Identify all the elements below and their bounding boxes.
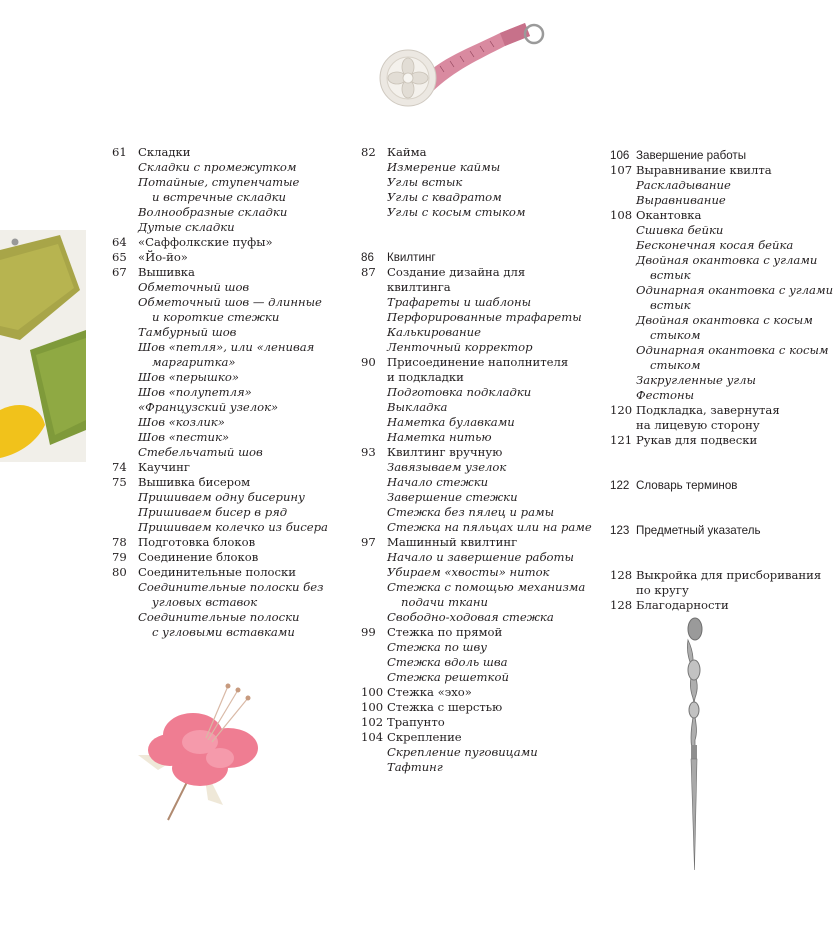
- toc-entry: [112, 430, 322, 445]
- toc-entry-title: Присоединение наполнителя: [387, 355, 569, 369]
- toc-entry-title: Раскладывание: [636, 178, 731, 192]
- toc-page-number: 79: [112, 550, 127, 564]
- toc-entry-title: стыком: [650, 328, 701, 342]
- toc-entry-title: Трафареты и шаблоны: [387, 295, 532, 309]
- toc-entry-title: стыком: [650, 358, 701, 372]
- toc-page-number: 93: [361, 445, 376, 459]
- toc-entry-title: Завершение работы: [636, 149, 747, 162]
- toc-entry-title: Подготовка блоков: [138, 535, 256, 549]
- toc-entry-title: Углы с квадратом: [387, 190, 502, 204]
- toc-entry: [112, 265, 322, 280]
- toc-page-number: 86: [361, 251, 374, 264]
- toc-entry-title: «Саффолкские пуфы»: [138, 235, 273, 249]
- toc-entry: [112, 505, 322, 520]
- toc-page-number: 128: [610, 598, 633, 612]
- toc-entry-title: Двойная окантовка с косым: [636, 313, 813, 327]
- toc-entry-title: Стебельчатый шов: [138, 445, 263, 459]
- toc-entry-title: Шов «пестик»: [138, 430, 230, 444]
- toc-entry-title: и подкладки: [387, 370, 464, 384]
- toc-entry-title: Скрепление: [387, 730, 462, 744]
- toc-entry-title: и короткие стежки: [152, 310, 280, 324]
- fuchsia-flower-image: [128, 680, 278, 830]
- toc-entry: [361, 655, 596, 670]
- toc-page-number: 75: [112, 475, 127, 489]
- toc-entry-title: Рукав для подвески: [636, 433, 758, 447]
- toc-page-number: 78: [112, 535, 127, 549]
- toc-entry-title: Вышивка бисером: [138, 475, 251, 489]
- toc-entry-title: Завершение стежки: [387, 490, 518, 504]
- toc-entry: [610, 583, 800, 598]
- toc-entry-title: Скрепление пуговицами: [387, 745, 538, 759]
- toc-entry: [112, 550, 322, 565]
- toc-entry-title: Стежка с шерстью: [387, 700, 503, 714]
- toc-spacer: [610, 493, 800, 508]
- toc-entry: [361, 370, 596, 385]
- toc-entry-title: Выравнивание: [636, 193, 726, 207]
- toc-entry: [361, 340, 596, 355]
- toc-entry-title: «Французский узелок»: [138, 400, 279, 414]
- toc-entry: [112, 415, 322, 430]
- toc-entry: [610, 343, 829, 358]
- toc-entry-title: угловых вставок: [152, 595, 258, 609]
- toc-entry-title: Обметочный шов: [138, 280, 250, 294]
- toc-entry-title: Тафтинг: [387, 760, 443, 774]
- toc-page-number: 64: [112, 235, 127, 249]
- toc-entry: [361, 445, 596, 460]
- toc-page-number: 74: [112, 460, 127, 474]
- toc-entry: [112, 445, 322, 460]
- toc-entry: [361, 385, 596, 400]
- toc-entry-title: Машинный квилтинг: [387, 535, 518, 549]
- toc-entry-title: Перфорированные трафареты: [387, 310, 582, 324]
- toc-entry-title: Сшивка бейки: [636, 223, 724, 237]
- toc-entry: [361, 670, 596, 685]
- toc-entry: [112, 235, 322, 250]
- toc-entry-title: Вышивка: [138, 265, 195, 279]
- toc-page-number: 108: [610, 208, 633, 222]
- toc-entry-title: маргаритка»: [152, 355, 236, 369]
- toc-entry: [361, 580, 596, 595]
- toc-entry-title: Выравнивание квилта: [636, 163, 772, 177]
- toc-spacer: [610, 508, 800, 523]
- toc-entry-title: Начало стежки: [387, 475, 489, 489]
- toc-entry: [610, 328, 800, 343]
- toc-entry: [361, 160, 596, 175]
- toc-entry: [361, 700, 596, 715]
- toc-entry-title: Стежка «эхо»: [387, 685, 472, 699]
- toc-entry: [112, 460, 322, 475]
- toc-page-number: 90: [361, 355, 376, 369]
- toc-entry: [610, 238, 800, 253]
- toc-entry-title: Наметка нитью: [387, 430, 492, 444]
- toc-page-number: 107: [610, 163, 633, 177]
- toc-entry: [610, 313, 813, 328]
- toc-entry-title: Волнообразные складки: [138, 205, 288, 219]
- toc-page-number: 104: [361, 730, 384, 744]
- toc-entry-title: Стежка с помощью механизма: [387, 580, 586, 594]
- toc-page-number: 97: [361, 535, 376, 549]
- toc-entry: [361, 400, 596, 415]
- toc-entry-title: Стежка по шву: [387, 640, 488, 654]
- toc-page-number: 82: [361, 145, 376, 159]
- toc-spacer: [610, 538, 800, 553]
- toc-entry-title: Окантовка: [636, 208, 702, 222]
- toc-entry-title: Свободно-ходовая стежка: [387, 610, 554, 624]
- toc-entry: [610, 298, 800, 313]
- toc-entry-title: Трапунто: [387, 715, 445, 729]
- toc-entry-title: Убираем «хвосты» ниток: [387, 565, 550, 579]
- toc-entry-title: Создание дизайна для: [387, 265, 526, 279]
- toc-entry: [112, 355, 322, 370]
- toc-entry: [361, 505, 596, 520]
- toc-entry-title: подачи ткани: [401, 595, 489, 609]
- toc-spacer: [610, 463, 800, 478]
- toc-entry-title: Углы встык: [387, 175, 463, 189]
- toc-entry: [610, 373, 800, 388]
- toc-entry: [361, 730, 596, 745]
- toc-entry: [112, 610, 322, 625]
- toc-entry: [112, 385, 322, 400]
- toc-entry: [361, 565, 596, 580]
- toc-entry: [361, 550, 596, 565]
- toc-column-3: [610, 148, 833, 613]
- toc-entry-title: Бесконечная косая бейка: [636, 238, 794, 252]
- toc-entry: [361, 355, 596, 370]
- toc-entry: [610, 163, 800, 178]
- toc-entry-title: Пришиваем колечко из бисера: [138, 520, 328, 534]
- toc-entry: [361, 430, 596, 445]
- toc-entry-title: Обметочный шов — длинные: [138, 295, 322, 309]
- toc-entry: [361, 595, 596, 610]
- toc-page-number: 61: [112, 145, 127, 159]
- toc-entry: [361, 520, 596, 535]
- toc-entry: [361, 625, 596, 640]
- toc-entry-title: Шов «полупетля»: [138, 385, 252, 399]
- toc-entry-title: Стежка вдоль шва: [387, 655, 508, 669]
- toc-entry-title: Складки: [138, 145, 191, 159]
- toc-entry: [112, 580, 322, 595]
- toc-entry: [610, 268, 800, 283]
- toc-entry: [361, 175, 596, 190]
- toc-spacer: [610, 553, 800, 568]
- toc-page-number: 128: [610, 568, 633, 582]
- toc-entry: [112, 190, 322, 205]
- toc-page-number: 102: [361, 715, 384, 729]
- toc-entry-title: Благодарности: [636, 598, 729, 612]
- toc-entry: [361, 610, 596, 625]
- toc-entry-title: Двойная окантовка с углами: [636, 253, 818, 267]
- toc-entry: [361, 310, 596, 325]
- toc-entry-title: Складки с промежутком: [138, 160, 297, 174]
- toc-entry: [361, 745, 596, 760]
- toc-entry: [610, 568, 822, 583]
- toc-entry-title: Шов «козлик»: [138, 415, 225, 429]
- toc-section-heading: [610, 148, 800, 163]
- toc-entry: [112, 340, 322, 355]
- toc-spacer: [361, 235, 596, 250]
- toc-entry-title: Измерение каймы: [387, 160, 501, 174]
- toc-entry-title: Закругленные углы: [636, 373, 756, 387]
- toc-entry-title: Квилтинг вручную: [387, 445, 503, 459]
- toc-entry: [361, 490, 596, 505]
- toc-entry-title: Углы с косым стыком: [387, 205, 526, 219]
- toc-entry-title: Шов «перышко»: [138, 370, 239, 384]
- toc-entry-title: Подкладка, завернутая: [636, 403, 780, 417]
- toc-entry-title: «Йо-йо»: [138, 250, 188, 264]
- toc-entry-title: Калькирование: [387, 325, 481, 339]
- toc-entry: [112, 250, 322, 265]
- toc-entry: [112, 220, 322, 235]
- toc-entry: [610, 598, 800, 613]
- toc-page-number: 120: [610, 403, 633, 417]
- toc-entry-title: встык: [650, 298, 691, 312]
- toc-entry: [112, 370, 322, 385]
- toc-section-heading: [361, 250, 596, 265]
- toc-entry-title: Наметка булавками: [387, 415, 515, 429]
- toc-entry-title: встык: [650, 268, 691, 282]
- toc-entry-title: Шов «петля», или «ленивая: [138, 340, 315, 354]
- toc-entry-title: Предметный указатель: [636, 524, 761, 537]
- toc-entry-title: Тамбурный шов: [138, 325, 237, 339]
- toc-entry-title: Кайма: [387, 145, 427, 159]
- toc-entry-title: Каучинг: [138, 460, 190, 474]
- toc-entry-title: с угловыми вставками: [152, 625, 295, 639]
- toc-entry-title: Пришиваем бисер в ряд: [138, 505, 288, 519]
- toc-entry-title: Стежка на пяльцах или на раме: [387, 520, 592, 534]
- toc-entry-title: Одинарная окантовка с косым: [636, 343, 829, 357]
- toc-entry: [112, 625, 322, 640]
- tape-measure-image: [360, 8, 560, 113]
- toc-entry-title: Выкройка для присборивания: [636, 568, 822, 582]
- toc-spacer: [361, 220, 596, 235]
- toc-entry: [112, 160, 322, 175]
- toc-entry: [610, 193, 800, 208]
- toc-entry-title: Ленточный корректор: [387, 340, 533, 354]
- toc-entry-title: Выкладка: [387, 400, 448, 414]
- toc-page-number: 123: [610, 524, 630, 537]
- toc-entry-title: Квилтинг: [387, 251, 436, 264]
- toc-entry: [361, 715, 596, 730]
- toc-entry: [610, 223, 800, 238]
- toc-entry: [361, 415, 596, 430]
- toc-page-number: 121: [610, 433, 633, 447]
- toc-page-number: 87: [361, 265, 376, 279]
- toc-entry: [361, 535, 596, 550]
- toc-section-heading: [610, 478, 800, 493]
- toc-entry: [610, 178, 800, 193]
- toc-entry: [361, 640, 596, 655]
- toc-page-number: 100: [361, 700, 384, 714]
- toc-entry: [112, 280, 322, 295]
- toc-page-number: 122: [610, 479, 630, 492]
- toc-column-2: [361, 145, 596, 775]
- silver-awl-image: [670, 615, 720, 875]
- toc-entry: [610, 388, 800, 403]
- toc-entry: [112, 295, 322, 310]
- toc-entry: [361, 145, 596, 160]
- toc-entry-title: Подготовка подкладки: [387, 385, 532, 399]
- toc-entry: [610, 208, 800, 223]
- toc-entry-title: Стежка без пялец и рамы: [387, 505, 555, 519]
- toc-entry-title: по кругу: [636, 583, 689, 597]
- toc-entry: [361, 685, 596, 700]
- toc-entry-title: Словарь терминов: [636, 479, 738, 492]
- toc-entry: [361, 760, 596, 775]
- toc-page-number: 67: [112, 265, 127, 279]
- toc-entry: [112, 475, 322, 490]
- toc-entry: [112, 145, 322, 160]
- toc-column-1: [112, 145, 328, 640]
- toc-entry-title: Завязываем узелок: [387, 460, 507, 474]
- toc-entry-title: Начало и завершение работы: [387, 550, 574, 564]
- toc-entry: [361, 190, 596, 205]
- toc-entry: [610, 358, 800, 373]
- toc-entry-title: Соединительные полоски: [138, 610, 300, 624]
- toc-entry-title: Пришиваем одну бисерину: [138, 490, 305, 504]
- toc-page-number: 99: [361, 625, 376, 639]
- toc-entry: [361, 205, 596, 220]
- toc-entry: [112, 595, 322, 610]
- toc-section-heading: [610, 523, 800, 538]
- toc-entry-title: Стежка решеткой: [387, 670, 509, 684]
- toc-entry: [361, 265, 596, 280]
- toc-entry: [112, 325, 322, 340]
- toc-entry: [361, 475, 596, 490]
- toc-entry: [610, 253, 818, 268]
- toc-entry: [361, 280, 596, 295]
- toc-entry-title: Дутые складки: [138, 220, 235, 234]
- toc-entry: [112, 520, 328, 535]
- toc-entry: [112, 490, 322, 505]
- toc-entry-title: Потайные, ступенчатые: [138, 175, 300, 189]
- toc-entry: [112, 565, 322, 580]
- toc-entry: [361, 460, 596, 475]
- toc-entry: [610, 403, 800, 418]
- toc-entry-title: и встречные складки: [152, 190, 286, 204]
- toc-entry: [112, 205, 322, 220]
- toc-entry-title: Соединительные полоски: [138, 565, 297, 579]
- toc-entry-title: Соединительные полоски без: [138, 580, 324, 594]
- toc-entry-title: Соединение блоков: [138, 550, 259, 564]
- toc-page-number: 65: [112, 250, 127, 264]
- toc-entry: [610, 283, 833, 298]
- toc-spacer: [610, 448, 800, 463]
- toc-entry: [112, 310, 322, 325]
- thread-spools-image: [0, 230, 86, 462]
- toc-entry: [112, 535, 322, 550]
- toc-page-number: 100: [361, 685, 384, 699]
- toc-entry-title: квилтинга: [387, 280, 451, 294]
- toc-entry: [610, 433, 800, 448]
- toc-entry-title: Стежка по прямой: [387, 625, 503, 639]
- toc-entry-title: Фестоны: [636, 388, 695, 402]
- toc-entry: [361, 325, 596, 340]
- toc-page-number: 80: [112, 565, 127, 579]
- toc-entry: [361, 295, 596, 310]
- toc-entry-title: на лицевую сторону: [636, 418, 760, 432]
- toc-entry: [610, 418, 800, 433]
- toc-entry-title: Одинарная окантовка с углами: [636, 283, 833, 297]
- toc-entry: [112, 175, 322, 190]
- toc-page-number: 106: [610, 149, 630, 162]
- toc-entry: [112, 400, 322, 415]
